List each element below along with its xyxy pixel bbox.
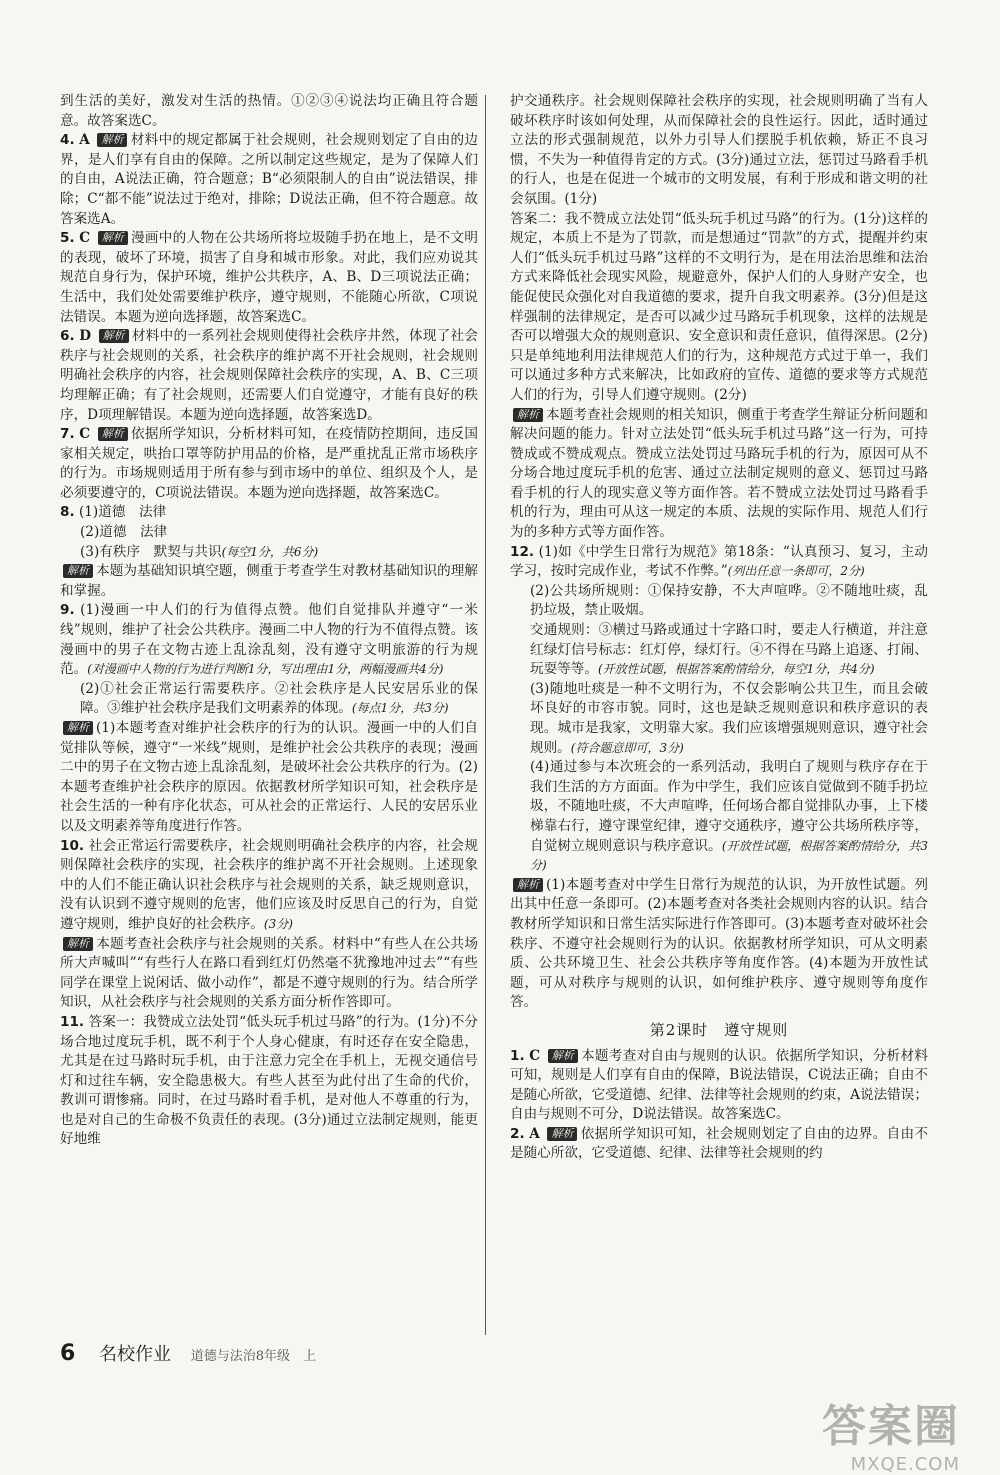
answer-text: 交通规则：③横过马路或通过十字路口时，要走人行横道，并注意红绿灯信号标志：红灯停，绿灯行。④不得在马路上追逐、打闹、玩耍等等。	[530, 622, 928, 678]
answer-paragraph	[60, 92, 478, 131]
answer-paragraph	[60, 719, 478, 837]
analysis-tag: 解析	[98, 427, 128, 441]
question-number: 4.	[60, 132, 75, 149]
answer-paragraph	[60, 562, 478, 601]
analysis-tag: 解析	[63, 937, 93, 951]
column-divider	[485, 95, 486, 1335]
answer-text: 本题考查社会规则的相关知识，侧重于考查学生辩证分析问题和解决问题的能力。针对立法处罚“低头玩手机过马路”这一行为，可持赞成或不赞成观点。赞成立法处罚过马路玩手机的行为，原因可从不分场合地过度玩手机的危害、通过立法制定规则的意义、惩罚过马路看手机的行人的现实意义等方面作答。若不赞成立法处罚过马路看手机的行为，理由可从这一规定的本质、法规的实际作用、规范人们行为的多种方式等方面作答。	[510, 406, 928, 541]
answer-paragraph	[60, 131, 478, 229]
score-note: (3分)	[263, 916, 293, 931]
analysis-tag: 解析	[547, 1127, 577, 1141]
question-number: 10.	[60, 837, 85, 854]
answer-text: (1)本题考查对中学生日常行为规范的认识，为开放性试题。列出其中任意一条即可。(2)本题考查对各类社会规则内容的认识。结合教材所学知识和日常生活实际进行作答即可。(3)本题考查对破坏社会秩序、不遵守社会规则行为的认识。依据教材所学知识，可从文明素质、公共环境卫生、社会公共秩序等角度作答。(4)本题为开放性试题，可从对秩序与规则的认识，如何维护秩序、遵守规则等角度作答。	[510, 876, 928, 1011]
answer-choice: C	[79, 230, 91, 247]
answer-text: 答案一：我赞成立法处罚“低头玩手机过马路”的行为。(1分)不分场合地过度玩手机，既不利于个人身心健康，有时还存在安全隐患，尤其是在过马路时玩手机，由于注意力完全在手机上，无视交通信号灯和过往车辆，安全隐患极大。有些人甚至为此付出了生命的代价，教训可谓惨痛。同时，在过马路时看手机，是对他人不尊重的行为，也是对自己的生命极不负责任的表现。(3分)通过立法制定规则，能更好地维	[60, 1013, 478, 1148]
lesson-heading: 第2课时 遵守规则	[649, 1020, 789, 1039]
answer-text: (1)道德 法律	[78, 504, 167, 521]
answer-text: (1)漫画一中人们的行为值得点赞。他们自觉排队并遵守“一米线”规则，维护了社会公共秩序。漫画二中人物的行为不值得点赞。该漫画中的男子在文物古迹上乱涂乱刻，没有遵守文明旅游的行为规范。	[60, 602, 478, 678]
question-number: 6.	[60, 328, 75, 345]
question-number: 7.	[60, 426, 75, 443]
subject-grade: 道德与法治8年级 上	[190, 1349, 317, 1364]
answer-paragraph	[510, 1047, 928, 1125]
analysis-tag: 解析	[63, 564, 93, 578]
answer-paragraph	[510, 543, 928, 582]
answer-text: 社会正常运行需要秩序，社会规则明确社会秩序的内容，社会规则保障社会秩序的实现，社会秩序的维护离不开社会规则。上述现象中的人们不能正确认识社会秩序与社会规则的关系，缺乏规则意识，没有认识到不遵守规则的危害，他们应该及时反思自己的行为，自觉遵守规则，维护良好的社会秩序。	[60, 837, 479, 932]
answer-choice: C	[529, 1047, 541, 1064]
analysis-tag: 解析	[97, 133, 127, 147]
answer-text: (2)道德 法律	[80, 524, 168, 541]
analysis-tag: 解析	[548, 1049, 578, 1063]
watermark-logo: 答案圈	[822, 1401, 960, 1452]
answer-text: 材料中的规定都属于社会规则，社会规则划定了自由的边界，是人们享有自由的保障。之所以制定这些规定，是为了保障人们的自由，A说法正确，符合题意；B“必须限制人的自由”说法错误，排除；C“都不能”说法过于绝对，排除；D说法正确，但不符合题意。故答案选A。	[60, 132, 479, 227]
answer-paragraph	[60, 601, 478, 679]
question-number: 2.	[510, 1125, 525, 1142]
answer-text: (1)如《中学生日常行为规范》第18条：“认真预习、复习，主动学习，按时完成作业，考试不作弊。”	[510, 543, 928, 580]
right-column	[510, 92, 928, 1164]
answer-text: 漫画中的人物在公共场所将垃圾随手扔在地上，是不文明的表现，破坏了环境，损害了自身和城市形象。对此，我们应劝说其规范自身行为，保护环境，维护公共秩序，A、B、D三项说法正确；生活中，我们处处需要维护秩序，遵守规则，不能随心所欲，C项说法错误。本题为逆向选择题，故答案选C。	[60, 230, 478, 325]
answer-paragraph	[60, 523, 478, 543]
book-brand: 名校作业	[99, 1344, 172, 1365]
page-number: 6	[60, 1341, 76, 1366]
analysis-tag: 解析	[513, 408, 543, 422]
answer-choice: C	[79, 426, 91, 443]
answer-text: 本题考查社会秩序与社会规则的关系。材料中“有些人在公共场所大声喊叫”“有些行人在路口看到红灯仍然毫不犹豫地冲过去”“有些同学在课堂上说闲话、做小动作”，都是不遵守规则的行为。结合所学知识，从社会秩序与社会规则的关系方面分析作答即可。	[60, 935, 478, 1011]
answer-paragraph	[510, 1125, 928, 1164]
answer-text: (3)随地吐痰是一种不文明行为，不仅会影响公共卫生，而且会破坏良好的市容市貌。同时，这也是缺乏规则意识和秩序意识的表现。城市是我家，文明靠大家。我们应该增强规则意识，遵守社会规则。	[530, 680, 928, 756]
score-note: (符合题意即可，3分)	[570, 740, 684, 755]
analysis-tag: 解析	[63, 721, 93, 735]
answer-choice: D	[79, 328, 92, 345]
analysis-tag: 解析	[513, 878, 543, 892]
answer-choice: A	[529, 1125, 540, 1142]
answer-text: (2)①社会正常运行需要秩序。②社会秩序是人民安居乐业的保障。③维护社会秩序是我们文明素养的体现。	[80, 680, 478, 717]
question-number: 5.	[60, 230, 75, 247]
answer-paragraph	[510, 92, 928, 210]
answer-paragraph	[510, 758, 928, 876]
answer-text: 依据所学知识，分析材料可知，在疫情防控期间，违反国家相关规定，哄抬口罩等防护用品的价格，是严重扰乱正常市场秩序的行为。市场规则适用于所有参与到市场中的单位、组织及个人，是必须要遵守的，C项说法错误。本题为逆向选择题，故答案选C。	[60, 426, 478, 501]
answer-text: 依据所学知识可知，社会规则划定了自由的边界。自由不是随心所欲，它受道德、纪律、法律等社会规则的约	[510, 1125, 929, 1162]
answer-paragraph	[60, 503, 478, 523]
answer-text: 本题考查对自由与规则的认识。依据所学知识，分析材料可知，规则是人们享有自由的保障，B说法错误，C说法正确；自由不是随心所欲，它受道德、纪律、法律等社会规则的约束，A说法错误；自由与规则不可分，D说法错误。故答案选C。	[510, 1047, 928, 1123]
score-note: (开放性试题，根据答案酌情给分，每空1分，共4分)	[597, 662, 875, 677]
answer-text: (2)公共场所规则：①保持安静，不大声喧哗。②不随地吐痰，乱扔垃圾，禁止吸烟。	[530, 582, 928, 619]
answer-paragraph	[60, 543, 478, 563]
answer-paragraph	[60, 1013, 478, 1150]
question-number: 12.	[510, 543, 535, 560]
answer-text: 答案二：我不赞成立法处罚“低头玩手机过马路”的行为。(1分)这样的规定，本质上不是为了罚款，而是想通过“罚款”的方式，提醒并约束人们“低头玩手机过马路”这样的不文明行为，是在用法治思维和法治方式来降低社会现实风险，规避意外，保护人们的人身财产安全，也能促使民众强化对自我道德的要求，提升自我文明素养。(3分)但是这样强制的法律规定，是否可以减少过马路玩手机现象，这样的法规是否可以增强大众的规则意识、安全意识和责任意识，值得深思。(2分)只是单纯地利用法律规范人们的行为，这种规范方式过于单一，我们可以通过多种方式来解决，比如政府的宣传、道德的要求等方式规范人们的行为，引导人们遵守规则。(2分)	[510, 210, 928, 403]
answer-paragraph	[60, 327, 478, 425]
answer-paragraph	[510, 876, 928, 1013]
answer-choice: A	[79, 132, 90, 149]
answer-paragraph	[60, 837, 478, 935]
answer-paragraph	[60, 229, 478, 327]
answer-text: (4)通过参与本次班会的一系列活动，我明白了规则与秩序存在于我们生活的方方面面。作为中学生，我们应该自觉做到不随手扔垃圾，不随地吐痰，不大声喧哗，任何场合都自觉排队办事，上下楼梯靠右行，遵守课堂纪律，遵守交通秩序，遵守公共场所秩序等，自觉树立规则意识与秩序意识。	[530, 759, 928, 854]
analysis-tag: 解析	[98, 231, 128, 245]
answer-text: 到生活的美好，激发对生活的热情。①②③④说法均正确且符合题意。故答案选C。	[60, 93, 478, 129]
answer-paragraph	[60, 935, 478, 1013]
page-footer	[60, 1340, 316, 1366]
analysis-tag: 解析	[99, 329, 129, 343]
answer-text: (3)有秩序 默契与共识	[80, 543, 222, 560]
answer-paragraph	[60, 425, 478, 503]
score-note: (每点1分，共3分)	[351, 701, 449, 716]
answer-paragraph	[510, 621, 928, 680]
answer-paragraph	[510, 680, 928, 758]
answer-text: 护交通秩序。社会规则保障社会秩序的实现，社会规则明确了当有人破坏秩序时该如何处理，从而保障社会的良性运行。因此，适时通过立法的形式强制规范，以外力引导人们摆脱手机依赖，矫正不良习惯，不失为一种值得肯定的方式。(3分)通过立法，惩罚过马路看手机的行人，也是在促进一个城市的文明发展，有利于形成和谐文明的社会氛围。(1分)	[510, 93, 928, 207]
question-number: 9.	[60, 602, 75, 619]
answer-paragraph	[510, 582, 928, 621]
answer-paragraph	[510, 210, 928, 406]
score-note: (开放性试题，根据答案酌情给分，共3分)	[530, 838, 929, 873]
score-note: (每空1分，共6分)	[221, 544, 319, 559]
answer-text: 材料中的一系列社会规则使得社会秩序井然，体现了社会秩序与社会规则的关系，社会秩序的维护离不开社会规则，社会规则明确社会秩序的内容，社会规则保障社会秩序的实现，A、B、C三项均理解正确；有了社会规则，还需要人们自觉遵守，才能有良好的秩序，D项理解错误。本题为逆向选择题，故答案选D。	[60, 328, 479, 423]
watermark	[822, 1390, 960, 1475]
score-note: (列出任意一条即可，2分)	[727, 564, 865, 579]
score-note: (对漫画中人物的行为进行判断1分，写出理由1分，两幅漫画共4分)	[87, 662, 444, 677]
question-number: 11.	[60, 1013, 85, 1030]
answer-paragraph	[60, 680, 478, 719]
watermark-url: MXQE.COM	[850, 1454, 960, 1475]
question-number: 1.	[510, 1047, 525, 1064]
answer-paragraph	[510, 406, 928, 543]
answer-text: (1)本题考查对维护社会秩序的行为的认识。漫画一中的人们自觉排队等候，遵守“一米线”规则，是维护社会公共秩序的表现；漫画二中的男子在文物古迹上乱涂乱刻，是破坏社会公共秩序的行为。(2)本题考查维护社会秩序的原因。依据教材所学知识可知，社会秩序是社会生活的一种有序化状态，可从社会的正常运行、人民的安居乐业以及文明素养等角度进行作答。	[60, 720, 478, 834]
left-column	[60, 92, 478, 1150]
question-number: 8.	[60, 504, 75, 521]
answer-text: 本题为基础知识填空题，侧重于考查学生对教材基础知识的理解和掌握。	[60, 563, 478, 599]
